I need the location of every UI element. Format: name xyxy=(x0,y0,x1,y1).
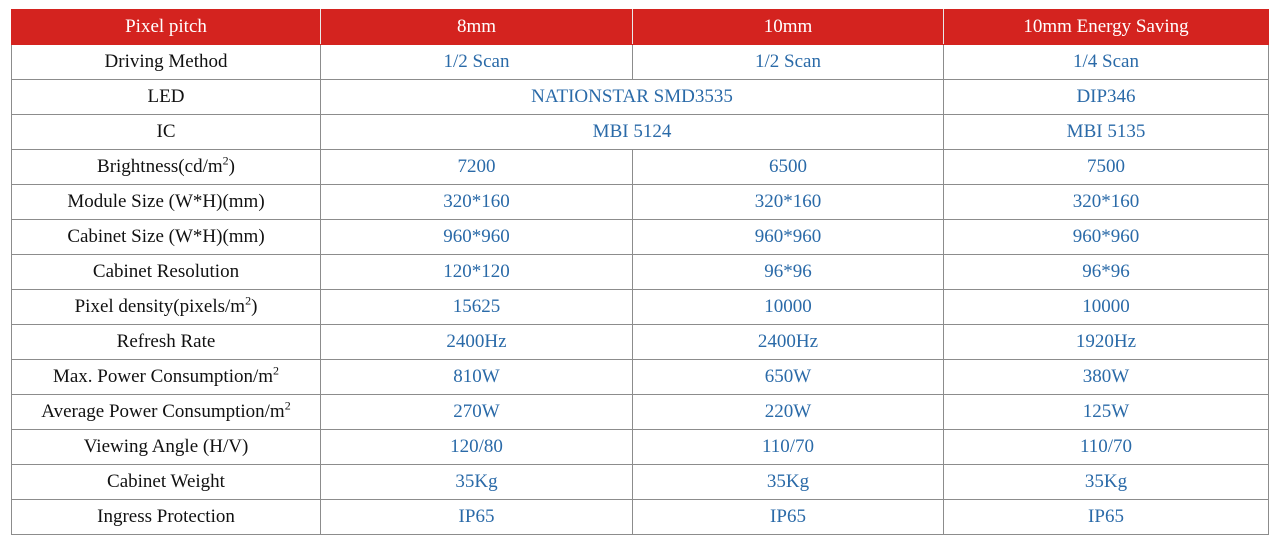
table-cell: 1920Hz xyxy=(944,325,1269,360)
row-label-driving-method: Driving Method xyxy=(12,45,321,80)
row-label-brightness xyxy=(12,150,321,185)
table-row xyxy=(12,255,1269,290)
superscript: 2 xyxy=(245,293,252,308)
table-cell: 960*960 xyxy=(321,220,633,255)
table-cell: IP65 xyxy=(633,500,944,535)
table-cell: 650W xyxy=(633,360,944,395)
header-cell-10mm-energy-saving: 10mm Energy Saving xyxy=(944,10,1269,45)
label-tail: ) xyxy=(251,296,258,317)
row-label-cabinet-weight: Cabinet Weight xyxy=(12,465,321,500)
table-row xyxy=(12,465,1269,500)
header-cell-8mm: 8mm xyxy=(321,10,633,45)
table-cell: DIP346 xyxy=(944,80,1269,115)
superscript: 2 xyxy=(222,153,229,168)
header-cell-10mm: 10mm xyxy=(633,10,944,45)
row-label-viewing-angle: Viewing Angle (H/V) xyxy=(12,430,321,465)
table-row xyxy=(12,220,1269,255)
row-label-ic: IC xyxy=(12,115,321,150)
table-cell: 7200 xyxy=(321,150,633,185)
table-cell: 10000 xyxy=(633,290,944,325)
table-row xyxy=(12,325,1269,360)
table-cell-merged: NATIONSTAR SMD3535 xyxy=(321,80,944,115)
table-cell: 960*960 xyxy=(944,220,1269,255)
table-cell: IP65 xyxy=(321,500,633,535)
table-cell: 220W xyxy=(633,395,944,430)
label-text: Pixel density(pixels/m xyxy=(74,296,246,317)
table-cell: 7500 xyxy=(944,150,1269,185)
table-cell: 1/2 Scan xyxy=(633,45,944,80)
label-text: Max. Power Consumption/m xyxy=(52,366,274,387)
table-cell: 35Kg xyxy=(633,465,944,500)
table-cell-merged: MBI 5124 xyxy=(321,115,944,150)
table-cell: 270W xyxy=(321,395,633,430)
table-cell: IP65 xyxy=(944,500,1269,535)
table-row xyxy=(12,430,1269,465)
table-cell: 810W xyxy=(321,360,633,395)
table-row xyxy=(12,80,1269,115)
table-header xyxy=(12,10,1269,45)
row-label-avg-power xyxy=(12,395,321,430)
label-text: Brightness(cd/m xyxy=(97,156,223,177)
table-cell: 10000 xyxy=(944,290,1269,325)
table-cell: MBI 5135 xyxy=(944,115,1269,150)
table-row xyxy=(12,290,1269,325)
superscript: 2 xyxy=(273,363,280,378)
table-cell: 96*96 xyxy=(944,255,1269,290)
row-label-refresh-rate: Refresh Rate xyxy=(12,325,321,360)
table-cell: 96*96 xyxy=(633,255,944,290)
table-row xyxy=(12,395,1269,430)
table-cell: 320*160 xyxy=(944,185,1269,220)
table-cell: 960*960 xyxy=(633,220,944,255)
table-cell: 120/80 xyxy=(321,430,633,465)
table-cell: 1/4 Scan xyxy=(944,45,1269,80)
table-cell: 320*160 xyxy=(633,185,944,220)
row-label-module-size: Module Size (W*H)(mm) xyxy=(12,185,321,220)
table-cell: 110/70 xyxy=(944,430,1269,465)
row-label-pixel-density xyxy=(12,290,321,325)
table-cell: 380W xyxy=(944,360,1269,395)
table-cell: 35Kg xyxy=(944,465,1269,500)
table-cell: 120*120 xyxy=(321,255,633,290)
header-cell-pixel-pitch: Pixel pitch xyxy=(12,10,321,45)
table-cell: 15625 xyxy=(321,290,633,325)
label-text: Average Power Consumption/m xyxy=(41,401,285,422)
table-cell: 320*160 xyxy=(321,185,633,220)
table-cell: 2400Hz xyxy=(321,325,633,360)
table-row xyxy=(12,150,1269,185)
table-row xyxy=(12,500,1269,535)
row-label-led: LED xyxy=(12,80,321,115)
table-row xyxy=(12,185,1269,220)
table-body xyxy=(12,45,1269,535)
label-tail: ) xyxy=(228,156,235,177)
table-cell: 125W xyxy=(944,395,1269,430)
row-label-max-power xyxy=(12,360,321,395)
table-row xyxy=(12,360,1269,395)
spec-table xyxy=(11,9,1269,535)
table-cell: 2400Hz xyxy=(633,325,944,360)
row-label-cabinet-size: Cabinet Size (W*H)(mm) xyxy=(12,220,321,255)
table-cell: 110/70 xyxy=(633,430,944,465)
superscript: 2 xyxy=(284,398,291,413)
row-label-cabinet-resolution: Cabinet Resolution xyxy=(12,255,321,290)
table-cell: 35Kg xyxy=(321,465,633,500)
table-row xyxy=(12,115,1269,150)
table-row xyxy=(12,45,1269,80)
header-row xyxy=(12,10,1269,45)
row-label-ingress-protection: Ingress Protection xyxy=(12,500,321,535)
table-cell: 1/2 Scan xyxy=(321,45,633,80)
table-cell: 6500 xyxy=(633,150,944,185)
